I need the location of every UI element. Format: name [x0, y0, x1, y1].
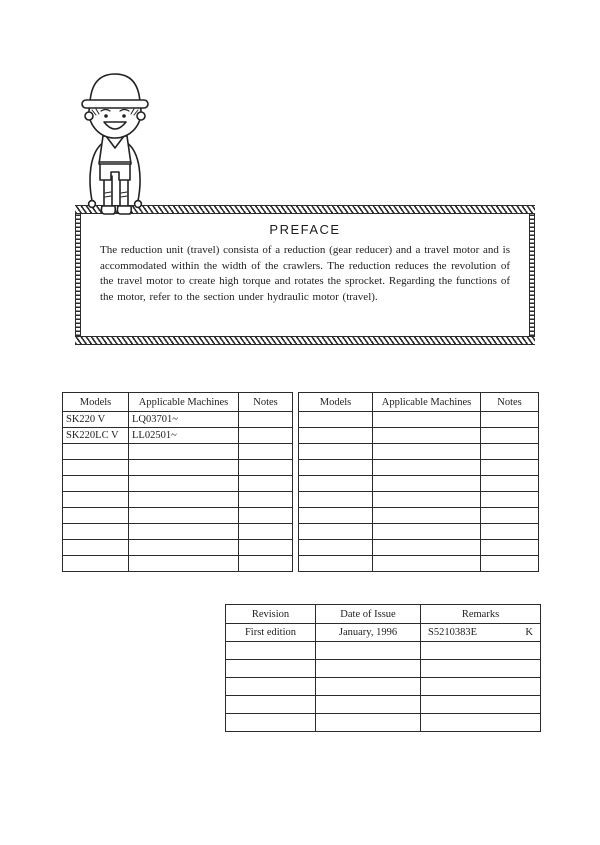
table-cell — [239, 540, 293, 556]
table-cell — [226, 678, 316, 696]
table-cell — [129, 460, 239, 476]
table-cell — [421, 678, 541, 696]
table-row — [299, 492, 539, 508]
column-header-date-of-issue: Date of Issue — [316, 605, 421, 624]
hatched-border-bottom — [75, 336, 535, 345]
table-cell — [316, 714, 421, 732]
table-cell — [239, 508, 293, 524]
table-cell — [316, 642, 421, 660]
models-table-right — [298, 392, 539, 572]
table-cell — [129, 444, 239, 460]
date-of-issue-cell: January, 1996 — [316, 624, 421, 642]
table-cell — [63, 460, 129, 476]
table-cell — [63, 508, 129, 524]
column-header-models: Models — [299, 393, 373, 412]
table-cell — [481, 524, 539, 540]
table-row — [63, 524, 293, 540]
remarks-content — [424, 627, 537, 638]
table-cell — [129, 476, 239, 492]
table-row — [63, 412, 293, 428]
table-cell — [316, 696, 421, 714]
table-cell — [63, 524, 129, 540]
model-cell: SK220LC V — [63, 428, 129, 444]
table-row — [63, 428, 293, 444]
table-row — [226, 678, 541, 696]
table-row — [63, 540, 293, 556]
table-cell — [481, 492, 539, 508]
table-header-row — [63, 393, 293, 412]
model-cell: SK220 V — [63, 412, 129, 428]
table-cell — [373, 460, 481, 476]
table-row — [226, 696, 541, 714]
table-cell — [63, 540, 129, 556]
revision-cell: First edition — [226, 624, 316, 642]
table-cell — [373, 508, 481, 524]
table-cell — [129, 524, 239, 540]
table-cell — [299, 476, 373, 492]
table-row — [226, 714, 541, 732]
table-cell — [63, 556, 129, 572]
table-cell — [63, 492, 129, 508]
table-cell — [373, 428, 481, 444]
table-cell — [63, 476, 129, 492]
preface-content — [81, 214, 529, 336]
table-cell — [226, 642, 316, 660]
table-row — [63, 508, 293, 524]
table-row — [299, 428, 539, 444]
table-cell — [299, 540, 373, 556]
table-row — [226, 660, 541, 678]
machines-cell: LL02501~ — [129, 428, 239, 444]
table-cell — [481, 508, 539, 524]
table-row — [299, 444, 539, 460]
table-row — [299, 476, 539, 492]
table-cell — [129, 508, 239, 524]
column-header-applicable-machines: Applicable Machines — [373, 393, 481, 412]
table-row — [299, 412, 539, 428]
models-tables — [62, 392, 539, 572]
table-cell — [373, 492, 481, 508]
preface-box — [75, 205, 535, 345]
table-row — [299, 524, 539, 540]
table-cell — [239, 556, 293, 572]
machines-cell: LQ03701~ — [129, 412, 239, 428]
table-cell — [299, 444, 373, 460]
table-row — [63, 460, 293, 476]
hatched-border-right — [529, 214, 535, 336]
table-cell — [421, 696, 541, 714]
table-cell — [316, 678, 421, 696]
table-cell — [481, 556, 539, 572]
table-cell — [481, 444, 539, 460]
table-cell — [421, 660, 541, 678]
table-cell — [373, 540, 481, 556]
table-cell — [481, 428, 539, 444]
table-row — [63, 492, 293, 508]
table-cell — [481, 460, 539, 476]
table-cell — [226, 660, 316, 678]
revision-table — [225, 604, 541, 732]
table-row — [226, 624, 541, 642]
table-cell — [63, 444, 129, 460]
notes-cell — [239, 412, 293, 428]
table-cell — [373, 524, 481, 540]
table-cell — [239, 460, 293, 476]
table-row — [63, 444, 293, 460]
table-cell — [226, 696, 316, 714]
table-row — [63, 476, 293, 492]
table-row — [299, 540, 539, 556]
preface-body: The reduction unit (travel) consista of a reduction (gear reducer) and a travel motor and is accommodated within the width of the crawlers. The reduction reduces the revolution of the travel motor to create high torque and rotates the sprocket. Regarding the functions of the motor, refer to the section under hydraulic motor (travel). — [100, 244, 510, 303]
table-cell — [299, 524, 373, 540]
table-cell — [129, 556, 239, 572]
table-cell — [239, 524, 293, 540]
remarks-value: S5210383E — [428, 627, 478, 638]
table-cell — [129, 540, 239, 556]
table-cell — [299, 460, 373, 476]
table-cell — [299, 508, 373, 524]
table-row — [299, 460, 539, 476]
preface-title: PREFACE — [269, 222, 341, 237]
table-cell — [373, 444, 481, 460]
table-cell — [421, 714, 541, 732]
table-cell — [299, 492, 373, 508]
models-table-left — [62, 392, 293, 572]
table-cell — [421, 642, 541, 660]
column-header-revision: Revision — [226, 605, 316, 624]
table-cell — [481, 540, 539, 556]
remarks-cell — [421, 624, 541, 642]
table-row — [63, 556, 293, 572]
table-cell — [239, 492, 293, 508]
table-cell — [239, 444, 293, 460]
column-header-models: Models — [63, 393, 129, 412]
table-header-row — [299, 393, 539, 412]
table-cell — [129, 492, 239, 508]
table-row — [299, 508, 539, 524]
table-cell — [299, 412, 373, 428]
table-header-row — [226, 605, 541, 624]
column-header-notes: Notes — [239, 393, 293, 412]
table-cell — [373, 476, 481, 492]
column-header-notes: Notes — [481, 393, 539, 412]
table-cell — [481, 476, 539, 492]
column-header-applicable-machines: Applicable Machines — [129, 393, 239, 412]
table-cell — [299, 556, 373, 572]
notes-cell — [239, 428, 293, 444]
table-cell — [299, 428, 373, 444]
column-header-remarks: Remarks — [421, 605, 541, 624]
remarks-code: K — [525, 627, 533, 638]
table-row — [299, 556, 539, 572]
table-cell — [373, 556, 481, 572]
table-cell — [316, 660, 421, 678]
table-cell — [481, 412, 539, 428]
table-cell — [373, 412, 481, 428]
table-row — [226, 642, 541, 660]
table-cell — [239, 476, 293, 492]
cartoon-boy-illustration — [62, 58, 172, 218]
table-cell — [226, 714, 316, 732]
